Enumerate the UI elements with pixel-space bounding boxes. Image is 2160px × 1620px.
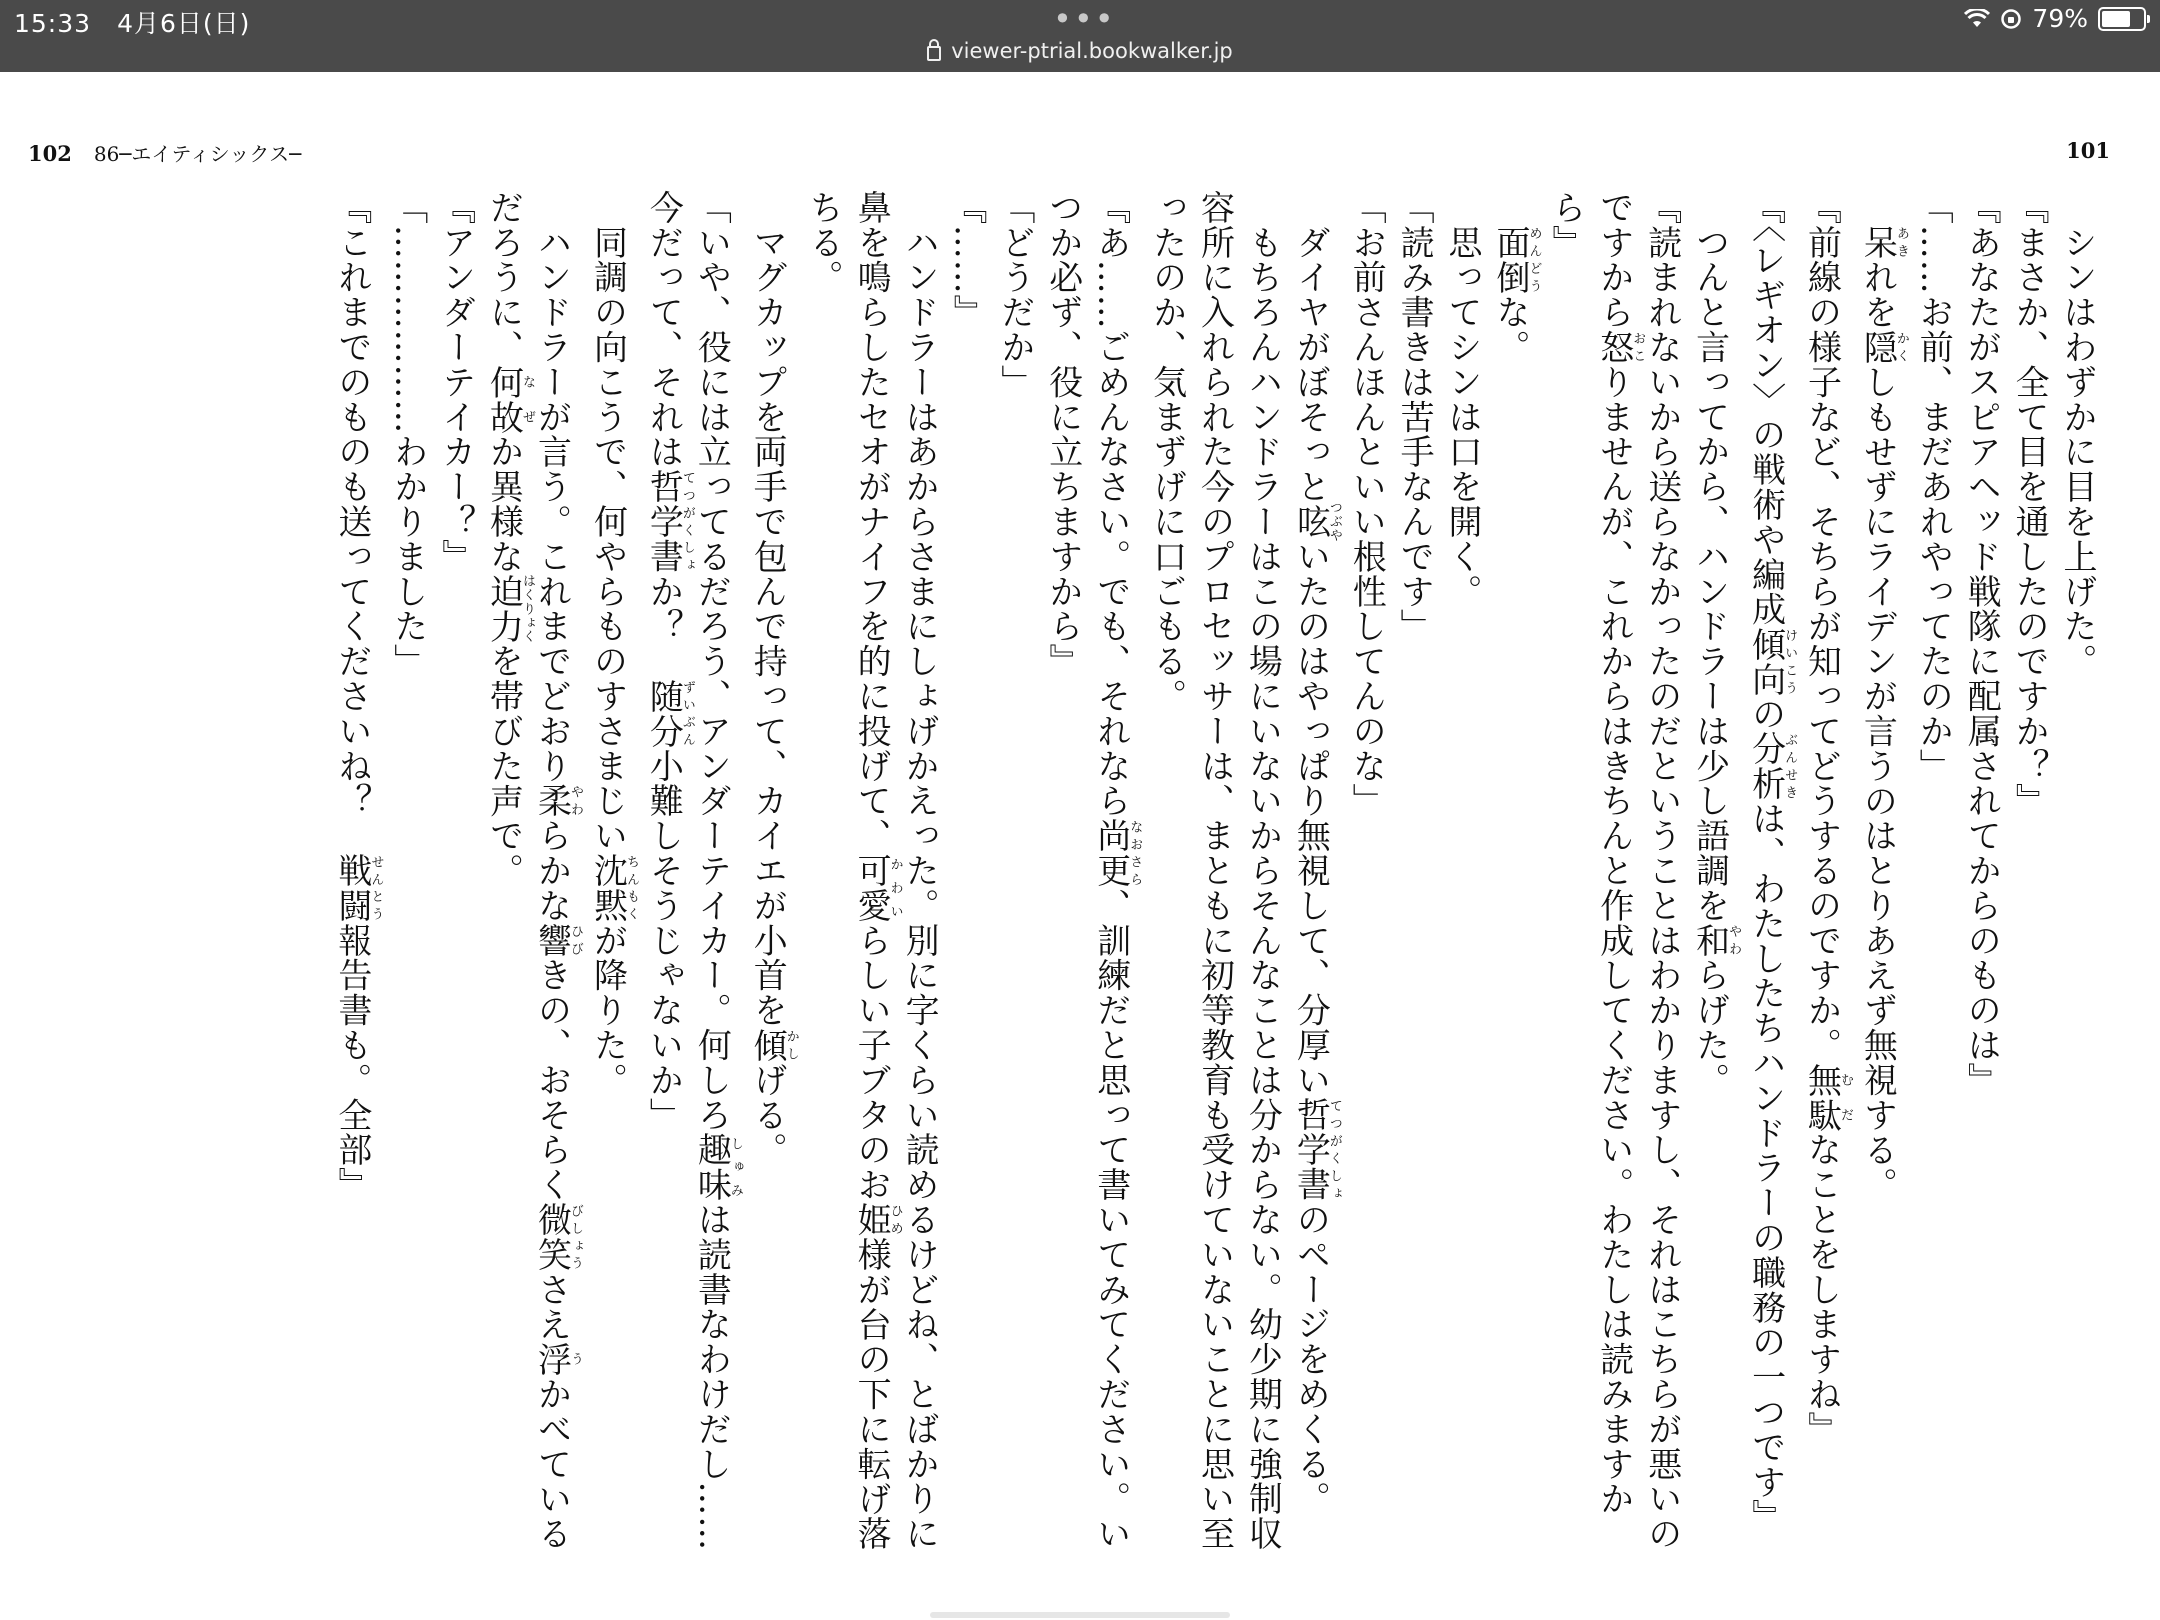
more-icon[interactable]: ••• xyxy=(1053,0,1116,38)
text-paragraph: シンはわずかに目を上げた。 xyxy=(2057,190,2097,679)
text-paragraph: ハンドラーが言う。これまでどおり柔やわらかな響ひびきの、おそらく微笑びしょうさえ浮うかべているだろうに、何故なぜか異様な迫力はくりょくを帯びた声で。 xyxy=(483,190,584,1552)
text-paragraph: 『……』 xyxy=(946,190,987,330)
text-paragraph: つんと言ってから、ハンドラーは少し語調を和やわらげた。 xyxy=(1689,190,1742,1098)
text-paragraph: マグカップを両手で包んで持って、カイエが小首を傾かしげる。 xyxy=(747,190,799,1168)
text-paragraph: もちろんハンドラーはこの場にいないからそんなことは分からない。幼少期に強制収容所に入れられた今のプロセッサーは、まともに初等教育も受けていないことに思い至ったのか、気まずげに口ごもる。 xyxy=(1146,190,1283,1552)
lock-icon xyxy=(927,46,941,61)
text-paragraph: ハンドラーはあからさまにしょげかえった。別に字くらい読めるけどね、とばかりに鼻を鳴らしたセオがナイフを的に投げて、可愛かわいらしい子ブタのお姫ひめ様が台の下に転げ落ちる。 xyxy=(803,190,940,1552)
book-text xyxy=(40,190,2100,1560)
orientation-lock-icon xyxy=(2000,8,2022,30)
text-paragraph: 『あ……ごめんなさい。でも、それなら尚更なおさら、訓練だと思って書いてみてください。いつか必ず、役に立ちますから』 xyxy=(1042,190,1143,1552)
text-paragraph: 『〈レギオン〉の戦術や編成傾向けいこうの分析ぶんせきは、わたしたちハンドラーの職務の一つです』 xyxy=(1745,190,1798,1535)
running-title: 86─エイティシックス─ xyxy=(93,142,302,166)
text-paragraph: 『読まれないから送らなかったのだということはわかりますし、それはこちらが悪いのですから怒おこりませんが、これからはきちんと作成してください。わたしは読みますから』 xyxy=(1545,190,1682,1552)
wifi-icon xyxy=(1964,9,1990,29)
text-paragraph: 「お前さんほんといい根性してんのな」 xyxy=(1346,190,1387,819)
text-paragraph: 面倒めんどうな。 xyxy=(1489,224,1542,365)
text-paragraph: 思ってシンは口を開く。 xyxy=(1442,190,1483,609)
left-page-header xyxy=(28,138,301,167)
text-paragraph: 同調の向こうで、何やらものすさまじい沈黙ちんもくが降りた。 xyxy=(587,190,639,1098)
text-paragraph: ダイヤがぼそっと呟つぶやいたのはやっぱり無視して、分厚い哲学書てつがくしょのページをめくる。 xyxy=(1290,190,1342,1517)
battery-icon xyxy=(2098,7,2146,31)
address-bar[interactable] xyxy=(0,39,2160,63)
text-paragraph: 呆あきれを隠かくしもせずにライデンが言うのはとりあえず無視する。 xyxy=(1857,224,1909,1203)
battery-percentage: 79% xyxy=(2032,4,2088,33)
text-paragraph: 「いや、役には立ってるだろう、アンダーテイカー。何しろ趣味しゅみは読書なわけだし……今だって、それは哲学書てつがくしょか？ 随分ずいぶん小難しそうじゃないか」 xyxy=(643,190,743,1552)
text-paragraph: 『前線の様子など、そちらが知ってどうするのですか。無駄むだなことをしますね』 xyxy=(1801,190,1853,1447)
text-paragraph: 「どうだか」 xyxy=(994,190,1035,400)
status-bar xyxy=(0,0,2160,72)
text-paragraph: 『まさか、全て目を通したのですか？』 xyxy=(2009,190,2050,819)
text-paragraph: 「………………わかりました」 xyxy=(387,190,428,679)
text-paragraph: 『アンダーテイカー？』 xyxy=(435,190,476,574)
text-paragraph: 「読み書きは苦手なんです」 xyxy=(1394,190,1435,644)
right-page-number: 101 xyxy=(2066,138,2110,163)
left-page-number: 102 xyxy=(28,141,72,166)
status-time: 15:33 4月6日(日) xyxy=(14,9,251,38)
text-paragraph: 『あなたがスピアヘッド戦隊に配属されてからのものは』 xyxy=(1961,190,2002,1098)
url-text: viewer-ptrial.bookwalker.jp xyxy=(951,39,1233,63)
text-paragraph: 『これまでのものも送ってくださいね？ 戦闘せんとう報告書も。全部』 xyxy=(331,190,384,1203)
status-indicators xyxy=(1964,4,2146,33)
home-indicator xyxy=(930,1612,1230,1618)
text-paragraph: 「……お前、まだあれやってたのか」 xyxy=(1913,190,1954,784)
